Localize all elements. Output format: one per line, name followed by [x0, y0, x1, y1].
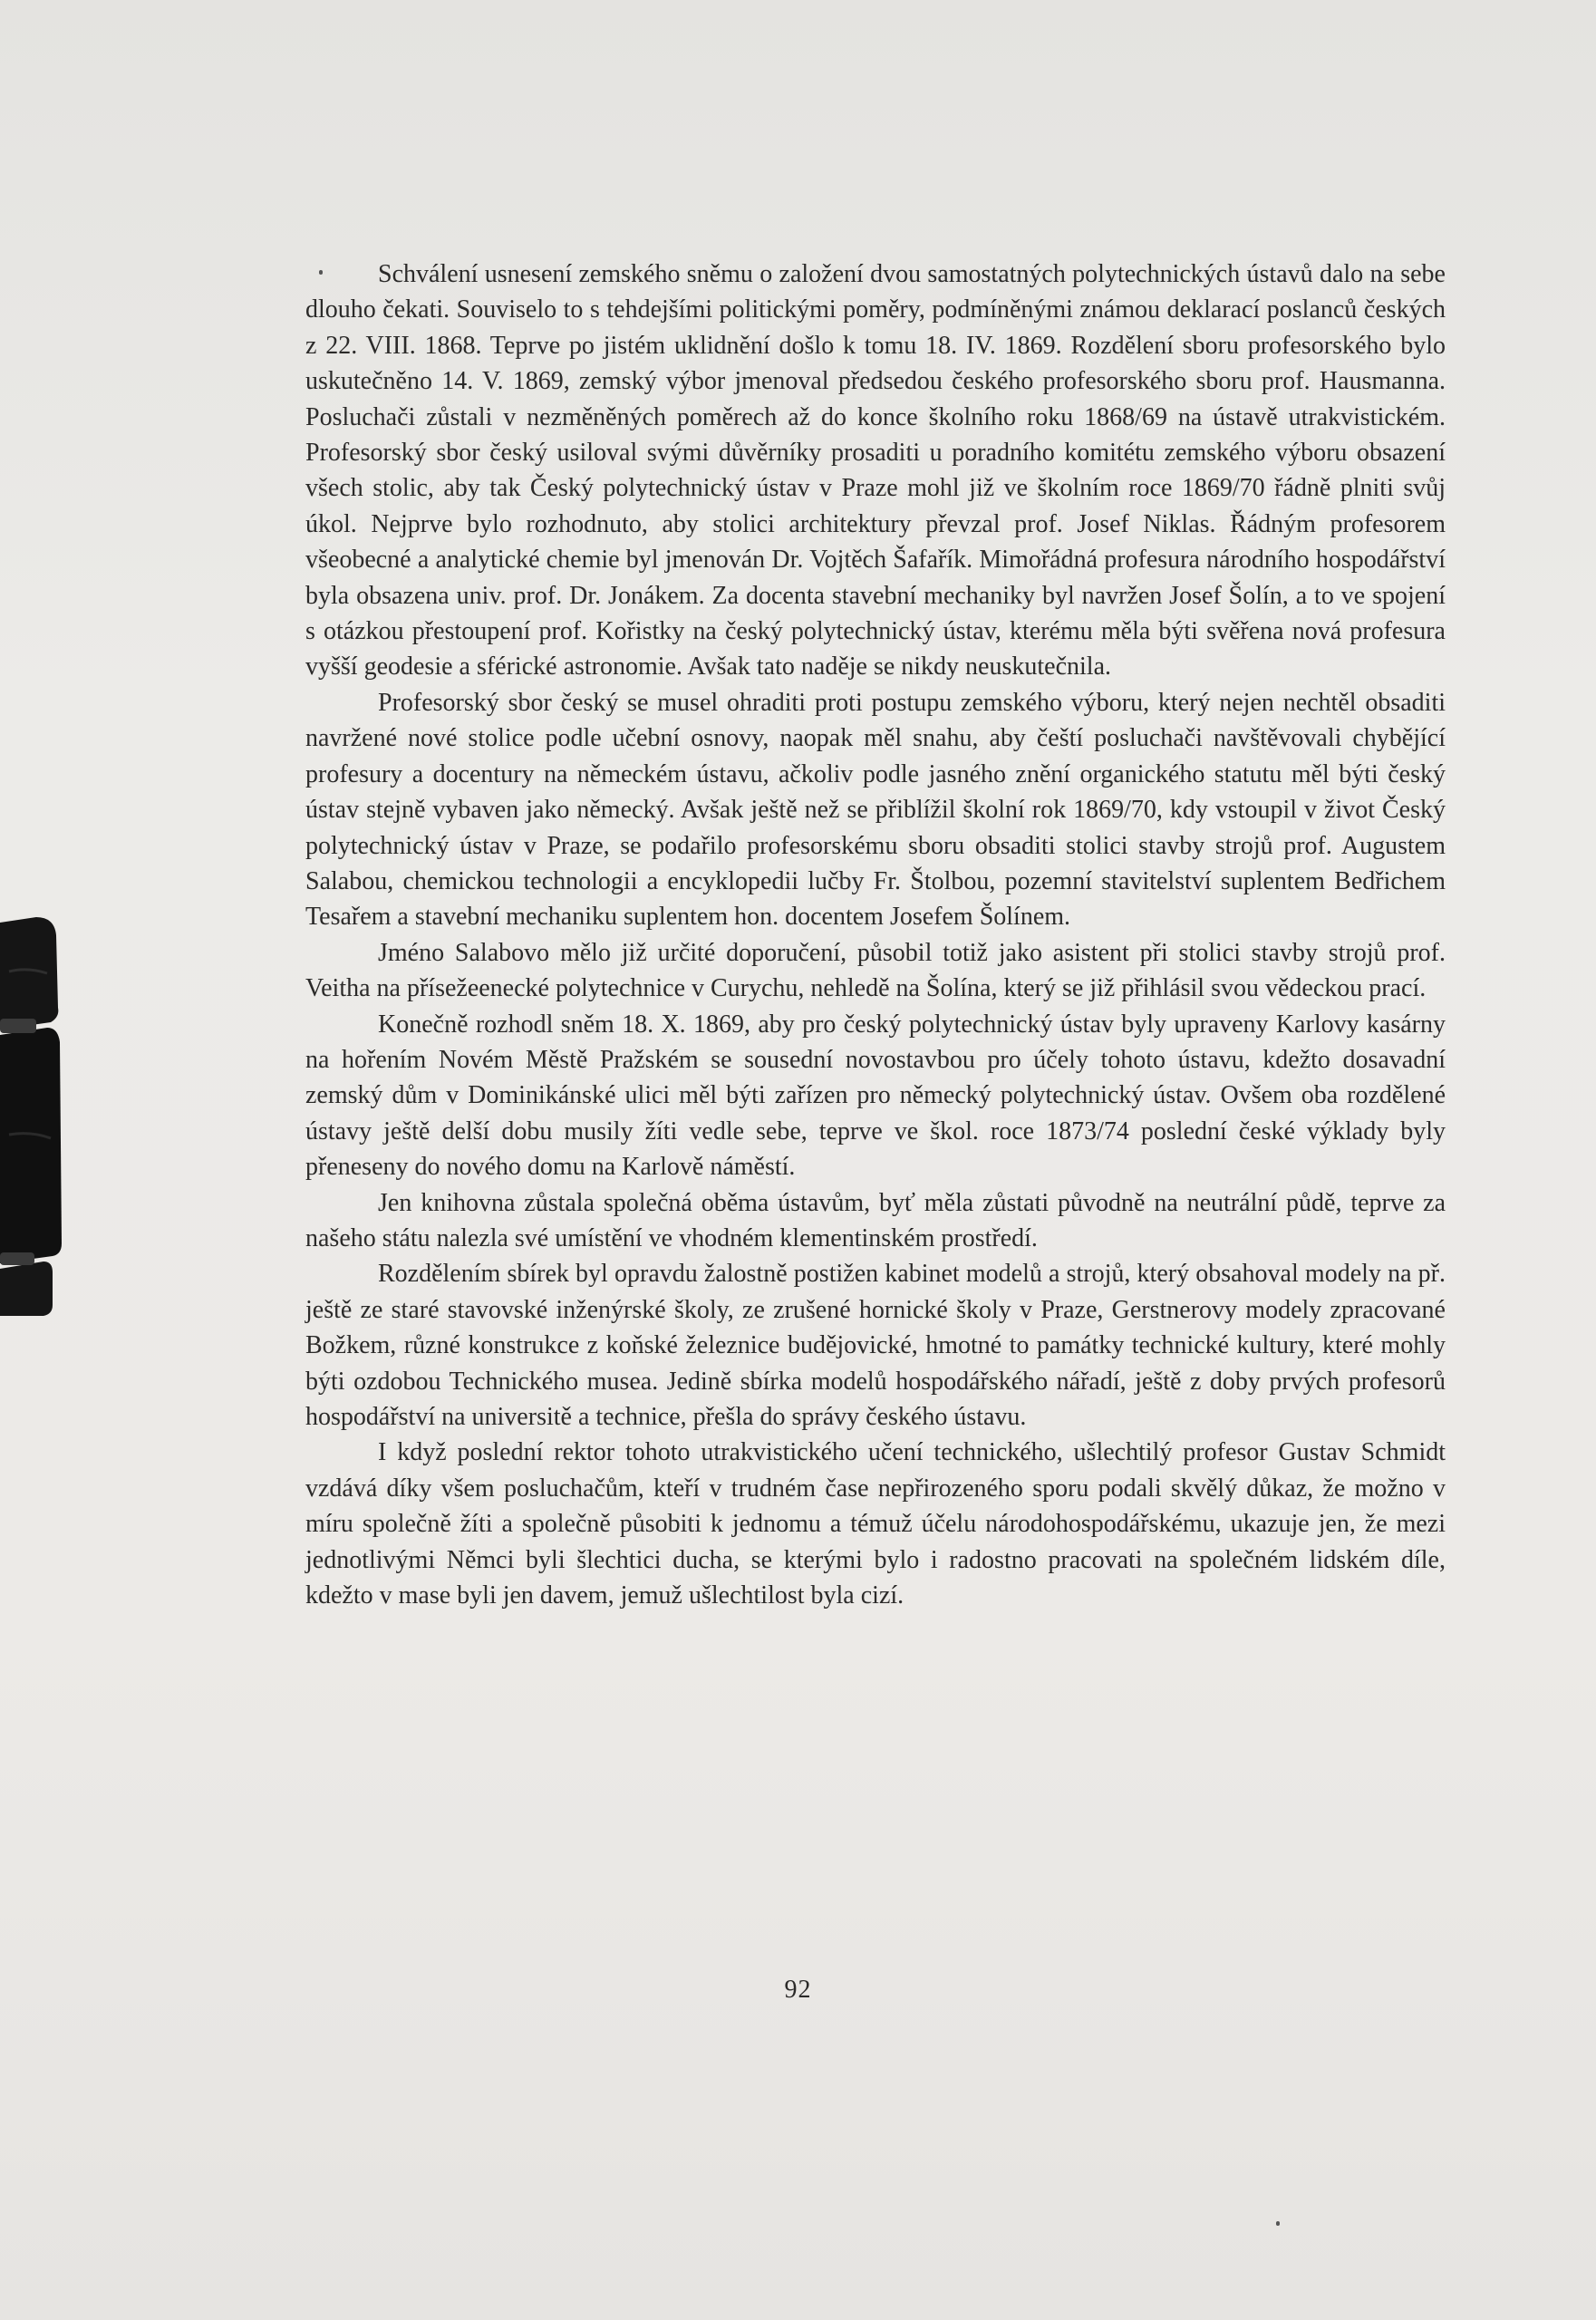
paragraph-1: Schválení usnesení zemského sněmu o založení dvou samostatných polytechnických ústavů dalo na sebe dlouho čekati. Souviselo to s tehdejšími politickými poměry, podmíněnými známou deklarací poslanců českých z 22. VIII. 1868. Teprve po jistém uklidnění došlo k tomu 18. IV. 1869. Rozdělení sboru profesorského bylo uskutečněno 14. V. 1869, zemský výbor jmenoval předsedou českého profesorského sboru prof. Hausmanna. Posluchači zůstali v nezměněných poměrech až do konce školního roku 1868/69 na ústavě utrakvistickém. Profesorský sbor český usiloval svými důvěrníky prosaditi u poradního komitétu zemského výboru obsazení všech stolic, aby tak Český polytechnický ústav v Praze mohl již ve školním roce 1869/70 řádně plniti svůj úkol. Nejprve bylo rozhodnuto, aby stolici architektury převzal prof. Josef Niklas. Řádným profesorem všeobecné a analytické chemie byl jmenován Dr. Vojtěch Šafařík. Mimořádná profesura národního hospodářství byla obsazena univ. prof. Dr. Jonákem. Za docenta stavební mechaniky byl navržen Josef Šolín, a to ve spojení s otázkou přestoupení prof. Kořistky na český polytechnický ústav, kterému měla býti svěřena nová profesura vyšší geodesie a sférické astronomie. Avšak tato naděje se nikdy neuskutečnila. — [305, 260, 1446, 682]
ink-speck — [1276, 2221, 1280, 2226]
paragraph-4: Konečně rozhodl sněm 18. X. 1869, aby pro český polytechnický ústav byly upraveny Karlovy kasárny na hořením Novém Městě Pražském se sousední novostavbou pro účely tohoto ústavu, kdežto dosavadní zemský dům v Dominikánské ulici měl býti zařízen pro německý polytechnický ústav. Ovšem oba rozdělené ústavy ještě delší dobu musily žíti vedle sebe, teprve ve škol. roce 1873/74 poslední české výklady byly přeneseny do nového domu na Karlově náměstí. — [305, 1010, 1446, 1182]
paragraph-6: Rozdělením sbírek byl opravdu žalostně postižen kabinet modelů a strojů, který obsahoval modely na př. ještě ze staré stavovské inženýrské školy, ze zrušené hornické školy v Praze, Gerstnerovy modely zpracované Božkem, různé konstrukce z koňské železnice budějovické, hmotné to památky technické kultury, které mohly býti ozdobou Technického musea. Jedině sbírka modelů hospodářského nářadí, ještě z doby prvých profesorů hospodářství na universitě a technice, přešla do správy českého ústavu. — [305, 1260, 1446, 1431]
binder-clip-icon — [0, 917, 65, 1316]
paragraph-7: I když poslední rektor tohoto utrakvistického učení technického, ušlechtilý profesor Gustav Schmidt vzdává díky všem posluchačům, kteří v trudném čase nepřirozeného sporu podali skvělý důkaz, že možno v míru společně žíti a společně působiti k jednomu a témuž účelu národohospodářskému, ukazuje jen, že mezi jednotlivými Němci byli šlechtici ducha, se kterými bylo i radostno pracovati na společném lidském díle, kdežto v mase byli jen davem, jemuž ušlechtilost byla cizí. — [305, 1438, 1446, 1610]
paragraph-5: Jen knihovna zůstala společná oběma ústavům, byť měla zůstati původně na neutrální půdě, teprve za našeho státu nalezla své umístění ve vhodném klementinském prostředí. — [305, 1188, 1446, 1252]
paragraph-2: Profesorský sbor český se musel ohraditi proti postupu zemského výboru, který nejen nechtěl obsaditi navržené nové stolice podle učební osnovy, naopak měl snahu, aby čeští posluchači navštěvovali chybějící profesury a docentury na německém ústavu, ačkoliv podle jasného znění organického statutu měl býti český ústav stejně vybaven jako německý. Avšak ještě než se přiblížil školní rok 1869/70, kdy vstoupil v život Český polytechnický ústav v Praze, se podařilo profesorskému sboru obsaditi stolici stavby strojů prof. Augustem Salabou, chemickou technologii a encyklopedii lučby Fr. Štolbou, pozemní stavitelství suplentem Bedřichem Tesařem a stavební mechaniku suplentem hon. docentem Josefem Šolínem. — [305, 688, 1446, 932]
ink-speck — [319, 270, 323, 275]
page-number: 92 — [784, 1976, 812, 2004]
body-text — [305, 256, 1446, 1613]
paragraph-3: Jméno Salabovo mělo již určité doporučení, působil totiž jako asistent při stolici stavby strojů prof. Veitha na přísežeenecké polytechnice v Curychu, nehledě na Šolína, který se již přihlásil svou vědeckou prací. — [305, 938, 1446, 1003]
